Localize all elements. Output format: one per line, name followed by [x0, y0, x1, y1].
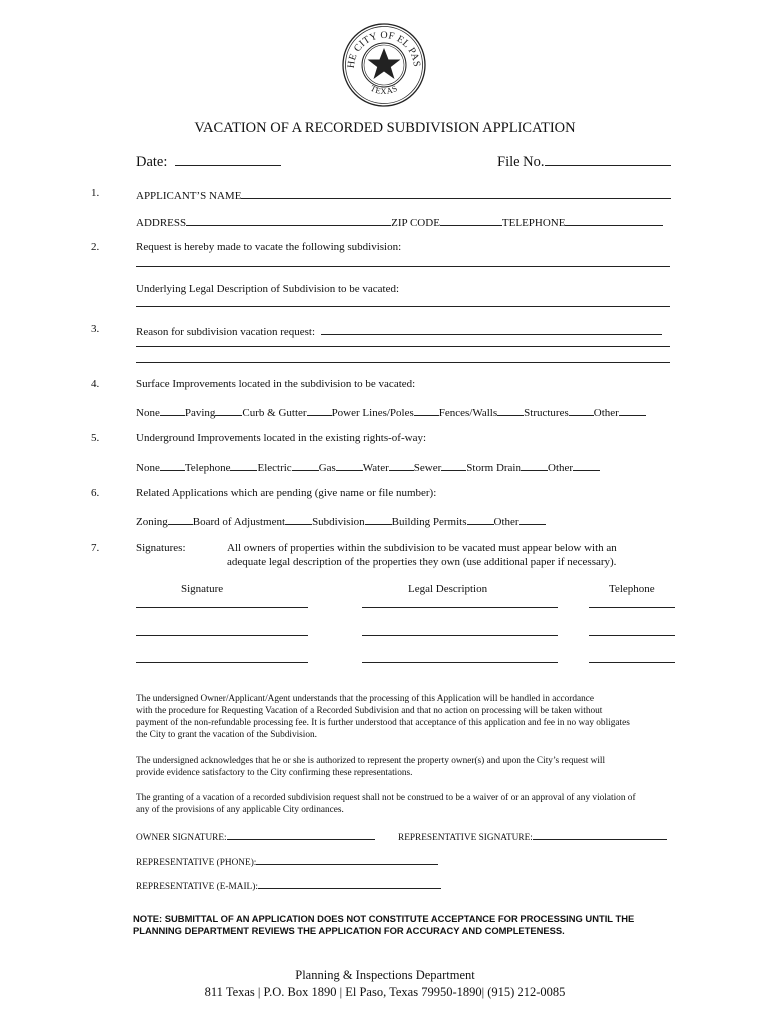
reason-label: Reason for subdivision vacation request: [136, 326, 316, 338]
underground-sewer-field[interactable] [441, 460, 466, 471]
underground-option-other: Other [548, 462, 574, 474]
acknowledgement-paragraph [136, 693, 630, 741]
telephone-line-1[interactable] [589, 607, 675, 608]
legal-description-label: Underlying Legal Description of Subdivision to be vacated: [136, 283, 400, 295]
underground-telephone-field[interactable] [230, 460, 257, 471]
representative-phone-field[interactable] [256, 854, 438, 865]
item-number-1: 1. [91, 187, 100, 199]
surface-improvements-label: Surface Improvements located in the subdivision to be vacated: [136, 378, 416, 390]
file-no-label: File No. [497, 154, 545, 170]
svg-text:TEXAS: TEXAS [368, 82, 400, 97]
related-board-field[interactable] [285, 514, 312, 525]
underground-other-field[interactable] [573, 460, 600, 471]
related-applications-label: Related Applications which are pending (give name or file number): [136, 487, 437, 499]
underground-option-telephone: Telephone [184, 462, 231, 474]
address-field[interactable] [186, 214, 391, 226]
signatures-instructions-2: adequate legal description of the properties they own (use additional paper if necessary). [227, 556, 617, 568]
paragraph-line: any of the provisions of any applicable City ordinances. [136, 805, 344, 815]
related-subdivision-field[interactable] [365, 514, 392, 525]
applicant-name-row [136, 187, 671, 202]
surface-structures-field[interactable] [569, 405, 594, 416]
surface-power-field[interactable] [414, 405, 439, 416]
underground-option-storm-drain: Storm Drain [466, 462, 521, 474]
date-row [136, 154, 281, 171]
owner-signature-label: OWNER SIGNATURE: [136, 833, 227, 843]
related-applications-options [136, 514, 546, 528]
applicant-name-field[interactable] [241, 187, 671, 199]
surface-other-field[interactable] [619, 405, 646, 416]
legal-description-column-header: Legal Description [408, 583, 488, 595]
underground-option-gas: Gas [318, 462, 336, 474]
surface-option-fences: Fences/Walls [438, 407, 498, 419]
paragraph-line: The undersigned acknowledges that he or she is authorized to represent the property owner(s) and upon the City’s request will [136, 756, 606, 766]
underground-option-water: Water [362, 462, 389, 474]
surface-option-power-lines: Power Lines/Poles [331, 407, 414, 419]
item-number-6: 6. [91, 487, 100, 499]
underground-improvements-options [136, 460, 600, 474]
paragraph-line: The granting of a vacation of a recorded subdivision request shall not be construed to be a waiver of or an approval of any violation of [136, 793, 636, 803]
telephone-line-3[interactable] [589, 662, 675, 663]
related-option-building-permits: Building Permits [391, 516, 467, 528]
surface-option-none: None [136, 407, 160, 419]
item-number-4: 4. [91, 378, 100, 390]
seal-graphic [341, 22, 427, 108]
request-label: Request is hereby made to vacate the following subdivision: [136, 241, 402, 253]
zip-code-label: ZIP CODE [391, 217, 440, 229]
underground-option-sewer: Sewer [413, 462, 442, 474]
note-line: NOTE: SUBMITTAL OF AN APPLICATION DOES NOT CONSTITUTE ACCEPTANCE FOR PROCESSING UNTIL THE [133, 913, 635, 924]
legal-description-line-3[interactable] [362, 662, 558, 663]
zip-code-field[interactable] [440, 214, 502, 226]
paragraph-line: provide evidence satisfactory to the City confirming these representations. [136, 768, 413, 778]
reason-row [136, 323, 662, 338]
telephone-label: TELEPHONE [501, 217, 566, 229]
related-zoning-field[interactable] [168, 514, 193, 525]
signature-line-2[interactable] [136, 635, 308, 636]
surface-paving-field[interactable] [215, 405, 242, 416]
underground-improvements-label: Underground Improvements located in the existing rights-of-way: [136, 432, 427, 444]
legal-description-line-1[interactable] [362, 607, 558, 608]
telephone-line-2[interactable] [589, 635, 675, 636]
page-title: VACATION OF A RECORDED SUBDIVISION APPLICATION [194, 120, 576, 136]
applicant-address-row [136, 214, 663, 229]
svg-text:THE CITY OF EL PASO: HE CITY OF EL PAS [345, 29, 423, 69]
owner-signature-field[interactable] [227, 829, 375, 840]
surface-improvements-options [136, 405, 646, 419]
file-no-row [497, 154, 671, 171]
underground-gas-field[interactable] [336, 460, 363, 471]
related-building-field[interactable] [467, 514, 494, 525]
representative-signature-label: REPRESENTATIVE SIGNATURE: [398, 833, 533, 843]
paragraph-line: with the procedure for Requesting Vacation of a Recorded Subdivision and that no action on processing will be taken without [136, 706, 603, 716]
date-field[interactable] [175, 154, 281, 166]
surface-option-structures: Structures [524, 407, 569, 419]
reason-field-1[interactable] [321, 323, 662, 335]
surface-none-field[interactable] [160, 405, 185, 416]
legal-description-field[interactable] [136, 306, 670, 307]
submittal-note [133, 913, 634, 937]
surface-fences-field[interactable] [497, 405, 524, 416]
representative-signature-row [398, 829, 667, 843]
signature-column-header: Signature [181, 583, 224, 595]
reason-field-2[interactable] [136, 346, 670, 347]
signatures-label: Signatures: [136, 542, 186, 554]
footer-address: 811 Texas | P.O. Box 1890 | El Paso, Texas 79950-1890| (915) 212-0085 [204, 985, 566, 999]
authorization-paragraph [136, 755, 605, 779]
signatures-instructions-1: All owners of properties within the subdivision to be vacated must appear below with an [227, 542, 617, 554]
underground-option-electric: Electric [257, 462, 292, 474]
request-field[interactable] [136, 266, 670, 267]
waiver-paragraph [136, 792, 636, 816]
telephone-field[interactable] [565, 214, 663, 226]
surface-curb-field[interactable] [307, 405, 332, 416]
surface-option-curb-gutter: Curb & Gutter [242, 407, 307, 419]
owner-signature-row [136, 829, 375, 843]
underground-electric-field[interactable] [292, 460, 319, 471]
paragraph-line: The undersigned Owner/Applicant/Agent understands that the processing of this Application will be handled in accordance [136, 694, 595, 704]
representative-email-label: REPRESENTATIVE (E-MAIL): [136, 882, 258, 892]
footer-department: Planning & Inspections Department [295, 968, 475, 982]
item-number-7: 7. [91, 542, 100, 554]
paragraph-line: payment of the non-refundable processing fee. It is further understood that acceptance of this application and fee in no way obligates [136, 718, 630, 728]
note-line: PLANNING DEPARTMENT REVIEWS THE APPLICATION FOR ACCURACY AND COMPLETENESS. [133, 925, 565, 936]
surface-option-paving: Paving [184, 407, 216, 419]
representative-signature-field[interactable] [533, 829, 667, 840]
legal-description-line-2[interactable] [362, 635, 558, 636]
representative-email-field[interactable] [258, 878, 441, 889]
signature-line-3[interactable] [136, 662, 308, 663]
related-option-other: Other [493, 516, 519, 528]
item-number-3: 3. [91, 323, 100, 335]
address-label: ADDRESS [136, 217, 187, 229]
representative-phone-row [136, 854, 438, 868]
star-icon [368, 48, 401, 79]
signature-line-1[interactable] [136, 607, 308, 608]
telephone-column-header: Telephone [609, 583, 655, 595]
item-number-5: 5. [91, 432, 100, 444]
surface-option-other: Other [593, 407, 619, 419]
applicant-name-label: APPLICANT’S NAME [136, 190, 242, 202]
related-option-board: Board of Adjustment [192, 516, 286, 528]
underground-option-none: None [136, 462, 160, 474]
underground-storm-field[interactable] [521, 460, 548, 471]
related-other-field[interactable] [519, 514, 546, 525]
representative-phone-label: REPRESENTATIVE (PHONE): [136, 858, 257, 868]
item-number-2: 2. [91, 241, 100, 253]
related-option-zoning: Zoning [136, 516, 168, 528]
underground-none-field[interactable] [160, 460, 185, 471]
related-option-subdivision: Subdivision [312, 516, 365, 528]
file-no-field[interactable] [545, 154, 671, 166]
date-label: Date: [136, 154, 168, 170]
paragraph-line: the City to grant the vacation of the Subdivision. [136, 730, 318, 740]
underground-water-field[interactable] [389, 460, 414, 471]
city-seal [341, 22, 427, 108]
reason-field-3[interactable] [136, 362, 670, 363]
representative-email-row [136, 878, 441, 892]
